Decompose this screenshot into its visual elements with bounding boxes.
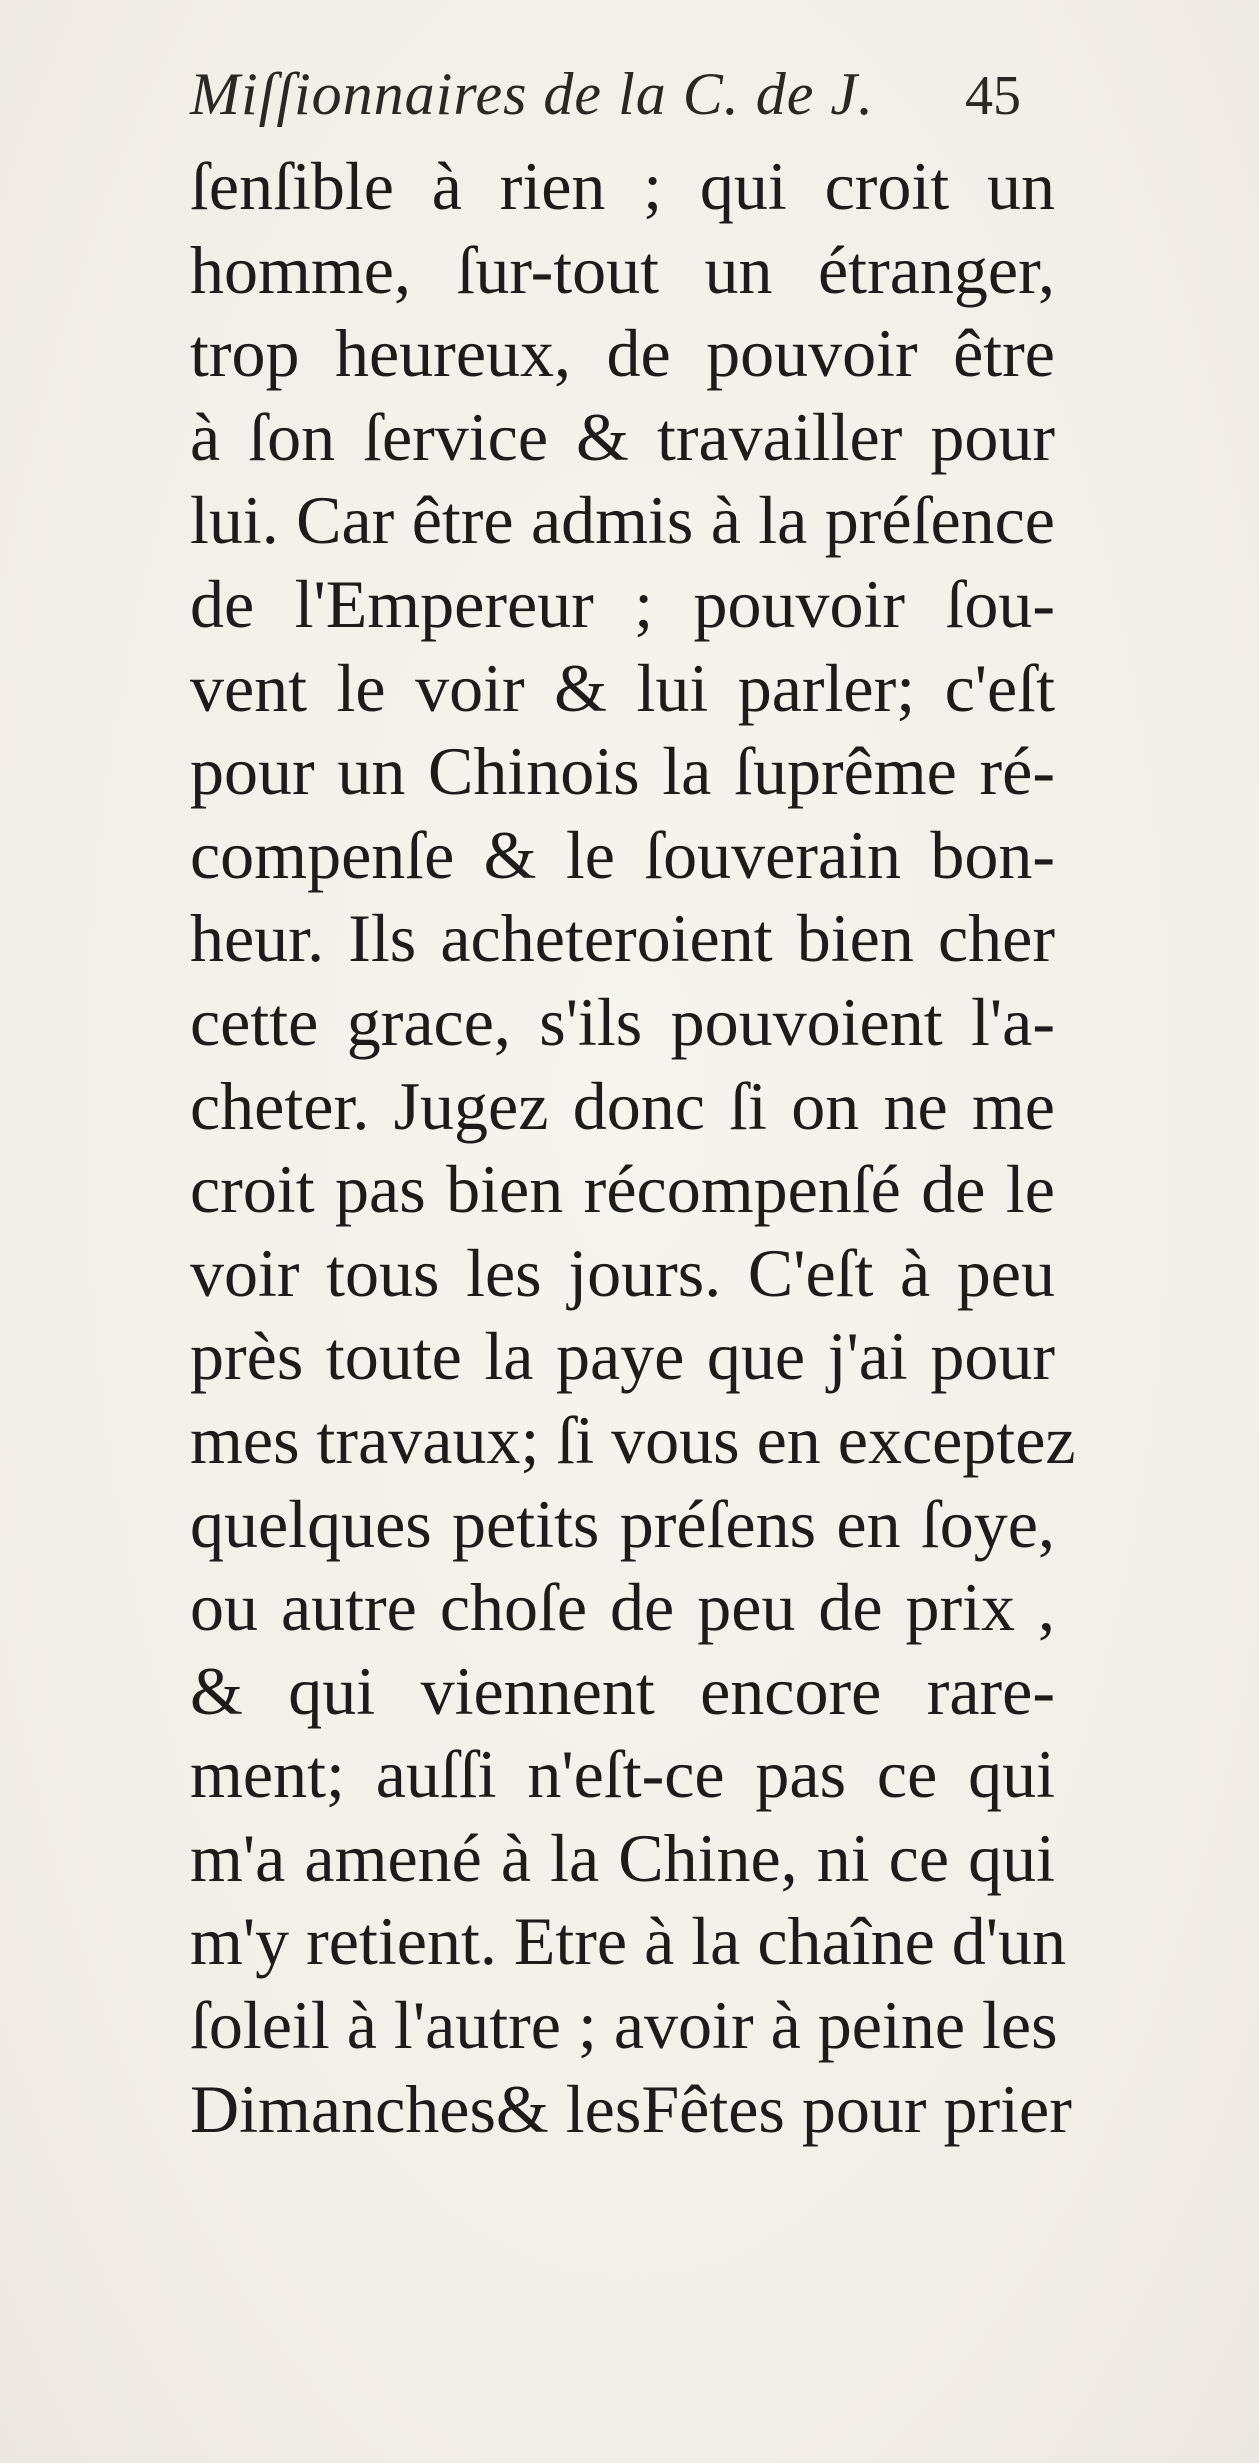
body-text — [190, 145, 1076, 2151]
text-line: homme, ſur-tout un étranger, — [190, 231, 1055, 308]
text-line: ment; auſſi n'eſt-ce pas ce qui — [190, 1736, 1055, 1813]
text-line: lui. Car être admis à la préſence — [190, 482, 1055, 559]
text-line: heur. Ils acheteroient bien cher — [190, 900, 1055, 977]
text-line: & qui viennent encore rare- — [190, 1652, 1055, 1729]
text-line: ſenſible à rien ; qui croit un — [190, 148, 1055, 224]
text-line: mes travaux; ſi vous en exceptez — [190, 1401, 1076, 1478]
text-line: croit pas bien récompenſé de le — [190, 1151, 1055, 1228]
text-line: pour un Chinois la ſuprême ré- — [190, 733, 1055, 810]
text-line: compenſe & le ſouverain bon- — [190, 816, 1055, 893]
text-line: à ſon ſervice & travailler pour — [190, 398, 1055, 475]
text-line: quelques petits préſens en ſoye, — [190, 1485, 1055, 1562]
text-line: voir tous les jours. C'eſt à peu — [190, 1234, 1055, 1311]
text-line: vent le voir & lui parler; c'eſt — [190, 649, 1055, 726]
text-line: ou autre choſe de peu de prix , — [190, 1569, 1055, 1646]
text-line: m'y retient. Etre à la chaîne d'un — [190, 1903, 1067, 1980]
text-line: cheter. Jugez donc ſi on ne me — [190, 1067, 1055, 1144]
text-line: cette grace, s'ils pouvoient l'a- — [190, 983, 1055, 1060]
text-line: Dimanches& lesFêtes pour prier — [190, 2070, 1072, 2147]
text-line: ſoleil à l'autre ; avoir à peine les — [190, 1987, 1058, 2064]
text-line: trop heureux, de pouvoir être — [190, 315, 1055, 392]
text-line: de l'Empereur ; pouvoir ſou- — [190, 565, 1055, 642]
running-head-title: Miſſionnaires de la C. de J. — [190, 61, 875, 127]
running-head — [0, 60, 1259, 150]
page-number: 45 — [965, 65, 1021, 127]
text-line: m'a amené à la Chine, ni ce qui — [190, 1819, 1055, 1896]
text-line: près toute la paye que j'ai pour — [190, 1318, 1055, 1395]
